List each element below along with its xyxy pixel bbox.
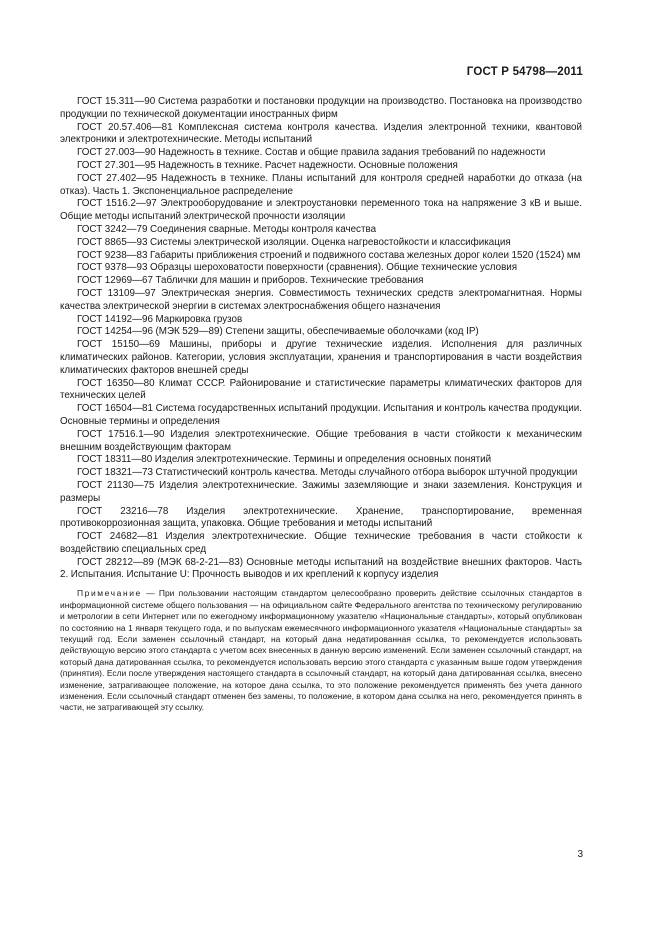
reference-item: ГОСТ 12969—67 Таблички для машин и приборов. Технические требования bbox=[77, 275, 424, 287]
note-paragraph bbox=[60, 588, 582, 713]
reference-item: ГОСТ 24682—81 Изделия электротехнические. Общие технические требования в части стойкости к воздействию специальных сред bbox=[60, 531, 582, 555]
reference-item: ГОСТ 27.003—90 Надежность в технике. Состав и общие правила задания требований по надежности bbox=[77, 147, 546, 159]
normative-references bbox=[60, 96, 582, 714]
reference-item: ГОСТ 17516.1—90 Изделия электротехнические. Общие требования в части стойкости к механическим внешним воздействующим факторам bbox=[60, 428, 582, 453]
reference-item: ГОСТ 28212—89 (МЭК 68-2-21—83) Основные методы испытаний на воздействие внешних факторов. Часть 2. Испытания. Испытание U: Прочность выводов и их креплений к корпусу изделия bbox=[60, 556, 582, 581]
document-header: ГОСТ Р 54798—2011 bbox=[466, 66, 583, 78]
note-label: Примечание bbox=[77, 588, 142, 599]
reference-item: ГОСТ 9238—83 Габариты приближения строений и подвижного состава железных дорог колеи 1520 (1524) мм bbox=[77, 249, 581, 261]
reference-item: ГОСТ 8865—93 Системы электрической изоляции. Оценка нагревостойкости и классификация bbox=[77, 236, 511, 248]
reference-item: ГОСТ 21130—75 Изделия электротехнические. Зажимы заземляющие и знаки заземления. Конструкция и размеры bbox=[60, 479, 582, 504]
note-text: — При пользовании настоящим стандартом целесообразно проверить действие ссылочных стандартов в информационной системе общего пользования — на официальном сайте Федерального агентства по техническому регулированию и метрологии в сети Интернет или по ежегодному информационному указателю «Национальные стандарты», который опубликован по состоянию на 1 января текущего года, и по выпускам ежемесячного информационного указателя «Национальные стандарты» за текущий год. Если заменен ссылочный стандарт, на который дана недатированная ссылка, то рекомендуется использовать действующую версию этого стандарта с учетом всех внесенных в данную версию изменений. Если заменен ссылочный стандарт, на который дана датированная ссылка, то рекомендуется использовать версию этого стандарта с указанным выше годом утверждения (принятия). Если после утверждения настоящего стандарта в ссылочный стандарт, на который дана датированная ссылка, внесено изменение, затрагивающее положение, на которое дана ссылка, то это положение рекомендуется применять без учета данного изменения. Если ссылочный стандарт отменен без замены, то положение, в котором дана ссылка на него, рекомендуется принять в части, не затрагивающей эту ссылку. bbox=[60, 588, 582, 713]
reference-item: ГОСТ 14254—96 (МЭК 529—89) Степени защиты, обеспечиваемые оболочками (код IP) bbox=[77, 326, 479, 338]
reference-item: ГОСТ 27.402—95 Надежность в технике. Планы испытаний для контроля средней наработки до отказа (на отказ). Часть 1. Экспоненциальное распределение bbox=[60, 172, 582, 197]
reference-item: ГОСТ 3242—79 Соединения сварные. Методы контроля качества bbox=[77, 223, 377, 235]
reference-item: ГОСТ 13109—97 Электрическая энергия. Совместимость технических средств электромагнитная. Нормы качества электрической энергии в системах электроснабжения общего назначения bbox=[60, 287, 582, 312]
reference-item: ГОСТ 1516.2—97 Электрооборудование и электроустановки переменного тока на напряжение 3 кВ и выше. Общие методы испытаний электрической прочности изоляции bbox=[60, 198, 582, 223]
reference-item: ГОСТ 27.301—95 Надежность в технике. Расчет надежности. Основные положения bbox=[77, 159, 458, 171]
reference-item: ГОСТ 15.311—90 Система разработки и постановки продукции на производство. Постановка на производство продукции по технической документации иностранных фирм bbox=[60, 96, 582, 120]
reference-item: ГОСТ 16350—80 Климат СССР. Районирование и статистические параметры климатических факторов для технических целей bbox=[60, 377, 582, 402]
reference-item: ГОСТ 14192—96 Маркировка грузов bbox=[77, 313, 243, 325]
reference-item: ГОСТ 23216—78 Изделия электротехнические. Хранение, транспортирование, временная противокоррозионная защита, упаковка. Общие требования и методы испытаний bbox=[60, 505, 582, 530]
reference-item: ГОСТ 15150—69 Машины, приборы и другие технические изделия. Исполнения для различных климатических районов. Категории, условия эксплуатации, хранения и транспортирования в части воздействия климатических факторов внешней среды bbox=[60, 339, 582, 376]
reference-item: ГОСТ 9378—93 Образцы шероховатости поверхности (сравнения). Общие технические условия bbox=[77, 262, 518, 274]
reference-item: ГОСТ 18311—80 Изделия электротехнические. Термины и определения основных понятий bbox=[77, 454, 492, 466]
reference-item: ГОСТ 16504—81 Система государственных испытаний продукции. Испытания и контроль качества продукции. Основные термины и определения bbox=[60, 403, 582, 427]
reference-item: ГОСТ 18321—73 Статистический контроль качества. Методы случайного отбора выборок штучной продукции bbox=[77, 467, 578, 479]
reference-item: ГОСТ 20.57.406—81 Комплексная система контроля качества. Изделия электронной техники, квантовой электроники и электротехнические. Методы испытаний bbox=[60, 121, 582, 146]
page-number: 3 bbox=[577, 849, 583, 860]
